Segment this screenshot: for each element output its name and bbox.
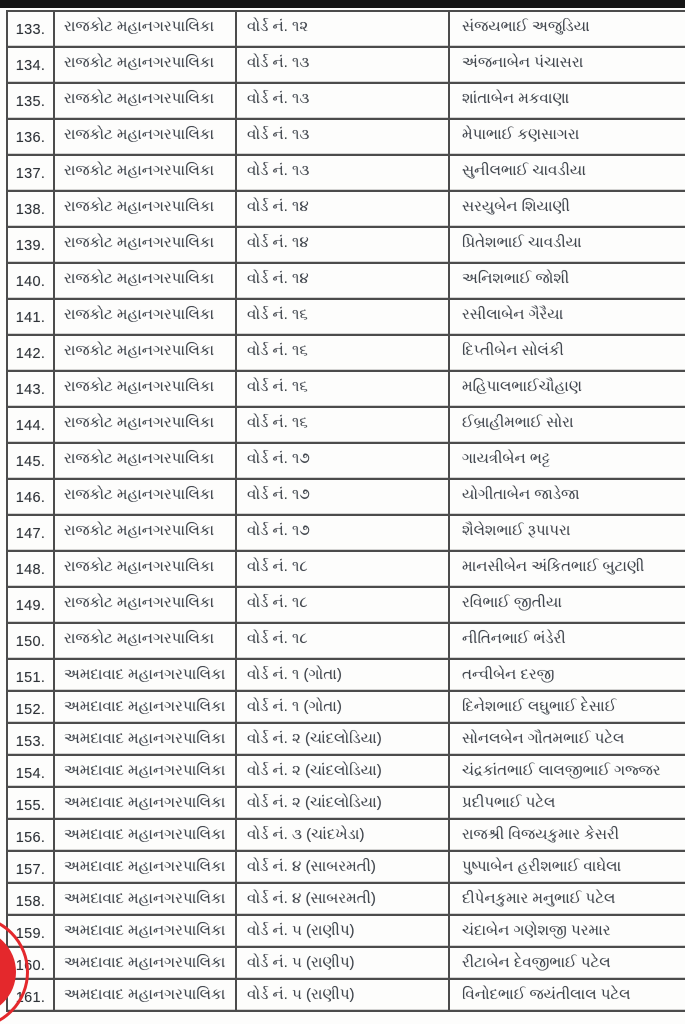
table-row [8, 980, 685, 1012]
ward-cell: વોર્ડ નં. ૨ (ચાંદલોડિયા) [237, 724, 450, 754]
serial-cell: 149. [8, 588, 55, 622]
ward-cell: વોર્ડ નં. ૧૬ [237, 408, 450, 442]
municipality-cell: રાજકોટ મહાનગરપાલિકા [55, 12, 237, 46]
table-row [8, 852, 685, 884]
municipality-cell: રાજકોટ મહાનગરપાલિકા [55, 156, 237, 190]
table-row [8, 156, 685, 192]
table-row [8, 12, 685, 48]
serial-cell: 155. [8, 788, 55, 818]
ward-cell: વોર્ડ નં. ૪ (સાબરમતી) [237, 884, 450, 914]
municipality-cell: અમદાવાદ મહાનગરપાલિકા [55, 980, 237, 1010]
name-cell: ચંદ્રકાંતભાઈ લાલજીભાઈ ગજ્જર [462, 762, 661, 779]
ward-cell: વોર્ડ નં. ૧૪ [237, 264, 450, 298]
table-row [8, 588, 685, 624]
table-row [8, 756, 685, 788]
name-cell: રાજશ્રી વિજયકુમાર કેસરી [462, 826, 620, 843]
top-black-bar [0, 0, 685, 8]
municipality-cell: અમદાવાદ મહાનગરપાલિકા [55, 692, 237, 722]
serial-cell: 143. [8, 372, 55, 406]
serial-cell: 157. [8, 852, 55, 882]
ward-cell: વોર્ડ નં. ૧૪ [237, 228, 450, 262]
serial-cell: 156. [8, 820, 55, 850]
municipality-cell: રાજકોટ મહાનગરપાલિકા [55, 228, 237, 262]
municipality-cell: અમદાવાદ મહાનગરપાલિકા [55, 852, 237, 882]
table-row [8, 724, 685, 756]
ward-cell: વોર્ડ નં. ૧૭ [237, 480, 450, 514]
municipality-cell: અમદાવાદ મહાનગરપાલિકા [55, 756, 237, 786]
serial-cell: 138. [8, 192, 55, 226]
name-cell: સુનીલભાઈ ચાવડીયા [462, 162, 586, 179]
municipality-cell: રાજકોટ મહાનગરપાલિકા [55, 552, 237, 586]
serial-cell: 133. [8, 12, 55, 46]
name-cell: સરયુબેન શિયાણી [462, 198, 570, 215]
table-row [8, 228, 685, 264]
municipality-cell: અમદાવાદ મહાનગરપાલિકા [55, 948, 237, 978]
serial-cell: 139. [8, 228, 55, 262]
ward-cell: વોર્ડ નં. ૨ (ચાંદલોડિયા) [237, 788, 450, 818]
municipality-cell: રાજકોટ મહાનગરપાલિકા [55, 120, 237, 154]
name-cell: ચંદાબેન ગણેશજી પરમાર [462, 922, 611, 939]
ward-cell: વોર્ડ નં. ૧૩ [237, 156, 450, 190]
name-cell: ગાયત્રીબેન ભટ્ટ [462, 450, 550, 467]
ward-cell: વોર્ડ નં. ૧૩ [237, 120, 450, 154]
municipality-cell: અમદાવાદ મહાનગરપાલિકા [55, 724, 237, 754]
name-cell: રવિભાઈ જીતીયા [462, 594, 562, 611]
serial-cell: 158. [8, 884, 55, 914]
municipality-cell: અમદાવાદ મહાનગરપાલિકા [55, 916, 237, 946]
municipality-cell: રાજકોટ મહાનગરપાલિકા [55, 264, 237, 298]
ward-cell: વોર્ડ નં. ૪ (સાબરમતી) [237, 852, 450, 882]
name-cell: શૈલેશભાઈ રૂપાપરા [462, 522, 571, 539]
table-row [8, 820, 685, 852]
municipality-cell: અમદાવાદ મહાનગરપાલિકા [55, 660, 237, 690]
name-cell: પ્રદીપભાઈ પટેલ [462, 794, 556, 811]
name-cell: મહિપાલભાઈચૌહાણ [462, 378, 582, 395]
serial-cell: 160. [8, 948, 55, 978]
municipality-cell: રાજકોટ મહાનગરપાલિકા [55, 480, 237, 514]
name-cell: વિનોદભાઈ જયંતીલાલ પટેલ [462, 986, 631, 1003]
name-cell: યોગીતાબેન જાડેજા [462, 486, 580, 503]
ward-cell: વોર્ડ નં. ૧૮ [237, 552, 450, 586]
name-cell: રસીલાબેન ગૈરૈયા [462, 306, 564, 323]
name-cell: દીપેનકુમાર મનુભાઈ પટેલ [462, 890, 616, 907]
name-cell: માનસીબેન અંકિતભાઈ બુટાણી [462, 558, 645, 575]
ward-cell: વોર્ડ નં. ૫ (રાણીપ) [237, 916, 450, 946]
table-row [8, 444, 685, 480]
municipality-cell: રાજકોટ મહાનગરપાલિકા [55, 444, 237, 478]
table-row [8, 84, 685, 120]
table-row [8, 884, 685, 916]
name-cell: પુષ્પાબેન હરીશભાઈ વાઘેલા [462, 858, 622, 875]
ward-cell: વોર્ડ નં. ૧૭ [237, 444, 450, 478]
serial-cell: 135. [8, 84, 55, 118]
serial-cell: 148. [8, 552, 55, 586]
table-row [8, 300, 685, 336]
municipality-cell: રાજકોટ મહાનગરપાલિકા [55, 408, 237, 442]
ward-cell: વોર્ડ નં. ૧૬ [237, 372, 450, 406]
table-row [8, 692, 685, 724]
table-row [8, 120, 685, 156]
ward-cell: વોર્ડ નં. ૧૩ [237, 84, 450, 118]
municipality-cell: અમદાવાદ મહાનગરપાલિકા [55, 788, 237, 818]
serial-cell: 141. [8, 300, 55, 334]
table-row [8, 336, 685, 372]
table-row [8, 624, 685, 660]
ward-cell: વોર્ડ નં. ૧ (ગોતા) [237, 660, 450, 690]
ward-cell: વોર્ડ નં. ૧૭ [237, 516, 450, 550]
table-row [8, 660, 685, 692]
ward-cell: વોર્ડ નં. ૧૮ [237, 624, 450, 658]
serial-cell: 151. [8, 660, 55, 690]
name-cell: તન્વીબેન દરજી [462, 666, 555, 683]
name-cell: નીતિનભાઈ ભંડેરી [462, 630, 566, 647]
ward-cell: વોર્ડ નં. ૧૨ [237, 12, 450, 46]
table-row [8, 516, 685, 552]
name-cell: ઈબ્રાહીમભાઈ સોરા [462, 414, 574, 431]
table-row [8, 552, 685, 588]
table-row [8, 408, 685, 444]
serial-cell: 147. [8, 516, 55, 550]
table-row [8, 264, 685, 300]
municipality-cell: રાજકોટ મહાનગરપાલિકા [55, 588, 237, 622]
serial-cell: 152. [8, 692, 55, 722]
name-cell: સંજયભાઈ અજુડિયા [462, 18, 590, 35]
serial-cell: 134. [8, 48, 55, 82]
municipality-cell: રાજકોટ મહાનગરપાલિકા [55, 48, 237, 82]
table-row [8, 192, 685, 228]
serial-cell: 146. [8, 480, 55, 514]
municipality-cell: રાજકોટ મહાનગરપાલિકા [55, 84, 237, 118]
ward-cell: વોર્ડ નં. ૧૮ [237, 588, 450, 622]
serial-cell: 153. [8, 724, 55, 754]
serial-cell: 140. [8, 264, 55, 298]
table-row [8, 372, 685, 408]
ward-cell: વોર્ડ નં. ૧૬ [237, 300, 450, 334]
name-cell: દિપ્તીબેન સોલંકી [462, 342, 564, 359]
roster-table [6, 10, 685, 1012]
serial-cell: 144. [8, 408, 55, 442]
ward-cell: વોર્ડ નં. ૧ (ગોતા) [237, 692, 450, 722]
serial-cell: 142. [8, 336, 55, 370]
ward-cell: વોર્ડ નં. ૧૪ [237, 192, 450, 226]
serial-cell: 150. [8, 624, 55, 658]
name-cell: શાંતાબેન મકવાણા [462, 90, 570, 107]
ward-cell: વોર્ડ નં. ૫ (રાણીપ) [237, 948, 450, 978]
serial-cell: 145. [8, 444, 55, 478]
municipality-cell: રાજકોટ મહાનગરપાલિકા [55, 192, 237, 226]
serial-cell: 136. [8, 120, 55, 154]
name-cell: અંજનાબેન પંચાસરા [462, 54, 584, 71]
municipality-cell: અમદાવાદ મહાનગરપાલિકા [55, 820, 237, 850]
table-row [8, 948, 685, 980]
name-cell: રીટાબેન દેવજીભાઈ પટેલ [462, 954, 611, 971]
name-cell: પ્રિતેશભાઈ ચાવડીયા [462, 234, 582, 251]
municipality-cell: રાજકોટ મહાનગરપાલિકા [55, 624, 237, 658]
serial-cell: 137. [8, 156, 55, 190]
municipality-cell: રાજકોટ મહાનગરપાલિકા [55, 516, 237, 550]
name-cell: સોનલબેન ગૌતમભાઈ પટેલ [462, 730, 625, 747]
table-row [8, 916, 685, 948]
ward-cell: વોર્ડ નં. ૨ (ચાંદલોડિયા) [237, 756, 450, 786]
table-row [8, 480, 685, 516]
table-row [8, 788, 685, 820]
ward-cell: વોર્ડ નં. ૫ (રાણીપ) [237, 980, 450, 1010]
serial-cell: 161. [8, 980, 55, 1010]
ward-cell: વોર્ડ નં. ૧૩ [237, 48, 450, 82]
ward-cell: વોર્ડ નં. ૩ (ચાંદખેડા) [237, 820, 450, 850]
municipality-cell: રાજકોટ મહાનગરપાલિકા [55, 336, 237, 370]
municipality-cell: રાજકોટ મહાનગરપાલિકા [55, 300, 237, 334]
name-cell: અનિશભાઈ જોશી [462, 270, 570, 287]
ward-cell: વોર્ડ નં. ૧૬ [237, 336, 450, 370]
serial-cell: 154. [8, 756, 55, 786]
table-row [8, 48, 685, 84]
name-cell: મેપાભાઈ કણસાગરા [462, 126, 580, 143]
municipality-cell: રાજકોટ મહાનગરપાલિકા [55, 372, 237, 406]
municipality-cell: અમદાવાદ મહાનગરપાલિકા [55, 884, 237, 914]
serial-cell: 159. [8, 916, 55, 946]
name-cell: દિનેશભાઈ લઘુભાઈ દેસાઈ [462, 698, 617, 715]
